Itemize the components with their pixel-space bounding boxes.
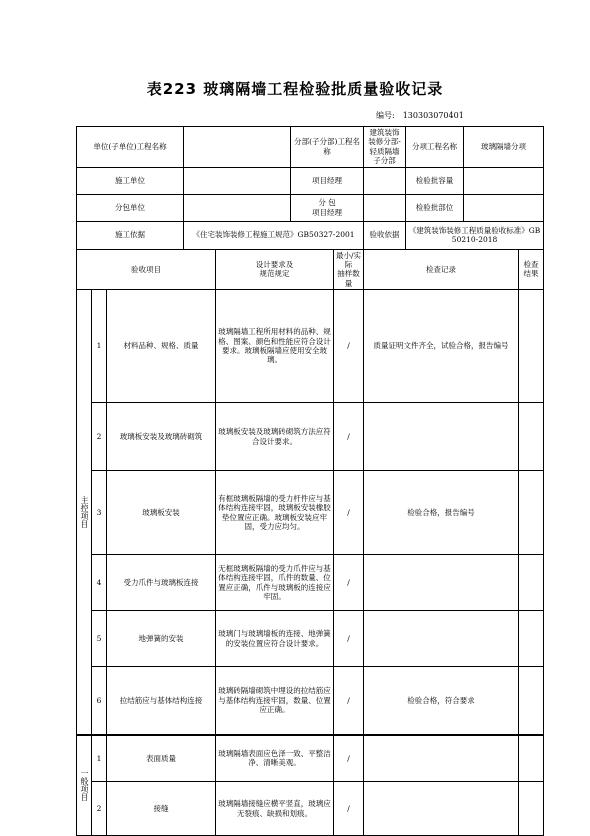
item-sample[interactable]: / [334, 735, 364, 782]
general-items-label: 一般项目 [77, 735, 92, 836]
sub-pm-value[interactable] [364, 194, 406, 221]
contractor-value[interactable] [184, 167, 291, 194]
item-spec: 无框玻璃板隔墙的受力爪件应与基体结构连接牢固，爪件的数量、位置应正确，爪件与玻璃板的连接应牢固。 [216, 555, 334, 611]
item-no: 6 [92, 667, 107, 735]
item-record[interactable] [364, 611, 519, 667]
batch-capacity-value[interactable] [464, 167, 544, 194]
item-name: 拉结筋应与基体结构连接 [107, 667, 216, 735]
item-record[interactable]: 检验合格，报告编号 [364, 471, 519, 555]
col-sample: 最小/实际 抽样数量 [334, 249, 364, 290]
inspection-table [76, 126, 544, 836]
item-spec: 玻璃板安装及玻璃砖砌筑方法应符合设计要求。 [216, 403, 334, 471]
item-name: 受力爪件与玻璃板连接 [107, 555, 216, 611]
item-spec: 玻璃隔墙接缝应横平竖直，玻璃应无裂痕、缺损和划痕。 [216, 782, 334, 836]
item-no: 2 [92, 403, 107, 471]
pm-value[interactable] [364, 167, 406, 194]
item-sample[interactable]: / [334, 782, 364, 836]
item-no: 4 [92, 555, 107, 611]
unit-value[interactable] [184, 127, 291, 168]
sub-pm-label: 分 包 项目经理 [291, 194, 364, 221]
batch-part-label: 检验批部位 [406, 194, 464, 221]
item-result[interactable] [519, 403, 544, 471]
item-result[interactable] [519, 555, 544, 611]
item-no: 3 [92, 471, 107, 555]
acceptance-label: 验收依据 [364, 221, 406, 249]
pm-label: 项目经理 [291, 167, 364, 194]
acceptance-value[interactable]: 《建筑装饰装修工程质量验收标准》GB 50210-2018 [406, 221, 544, 249]
division-label: 分部(子分部)工程名称 [291, 127, 364, 168]
item-result[interactable] [519, 471, 544, 555]
item-result[interactable] [519, 611, 544, 667]
item-result[interactable] [519, 290, 544, 403]
item-spec: 玻璃隔墙工程所用材料的品种、规格、图案、颜色和性能应符合设计要求。玻璃板隔墙应使用安全玻璃。 [216, 290, 334, 403]
unit-label: 单位(子单位)工程名称 [77, 127, 184, 168]
item-sample[interactable]: / [334, 403, 364, 471]
item-spec: 玻璃隔墙表面应色泽一致、平整洁净、清晰美观。 [216, 735, 334, 782]
item-spec: 玻璃门与玻璃墙板的连接、地弹簧的安装位置应符合设计要求。 [216, 611, 334, 667]
batch-capacity-label: 检验批容量 [406, 167, 464, 194]
item-record[interactable] [364, 782, 519, 836]
item-sample[interactable]: / [334, 555, 364, 611]
item-no: 1 [92, 290, 107, 403]
page-title: 表223 玻璃隔墙工程检验批质量验收记录 [146, 80, 444, 98]
item-no: 2 [92, 782, 107, 836]
item-no: 5 [92, 611, 107, 667]
subitem-label: 分项工程名称 [406, 127, 464, 168]
item-sample[interactable]: / [334, 667, 364, 735]
code-label: 编号: [376, 111, 395, 120]
item-result[interactable] [519, 735, 544, 782]
basis-value[interactable]: 《住宅装饰装修工程施工规范》GB50327-2001 [184, 221, 364, 249]
item-name: 玻璃板安装及玻璃砖砌筑 [107, 403, 216, 471]
item-result[interactable] [519, 782, 544, 836]
item-name: 材料品种、规格、质量 [107, 290, 216, 403]
item-name: 表面质量 [107, 735, 216, 782]
subcontractor-value[interactable] [184, 194, 291, 221]
item-record[interactable] [364, 735, 519, 782]
item-record[interactable] [364, 555, 519, 611]
col-design: 设计要求及 规范规定 [216, 249, 334, 290]
item-name: 玻璃板安装 [107, 471, 216, 555]
item-spec: 玻璃砖隔墙砌筑中埋设的拉结筋应与基体结构连接牢固，数量、位置应正确。 [216, 667, 334, 735]
item-sample[interactable]: / [334, 611, 364, 667]
col-record: 检查记录 [364, 249, 519, 290]
item-name: 地弹簧的安装 [107, 611, 216, 667]
main-items-label: 主控项目 [77, 290, 92, 735]
subitem-value[interactable]: 玻璃隔墙分项 [464, 127, 544, 168]
subcontractor-label: 分包单位 [77, 194, 184, 221]
item-no: 1 [92, 735, 107, 782]
item-record[interactable]: 质量证明文件齐全，试验合格，报告编号 [364, 290, 519, 403]
item-spec: 有框玻璃板隔墙的受力杆件应与基体结构连接牢固，玻璃板安装橡胶垫位置应正确。玻璃板安装应牢固，受力应均匀。 [216, 471, 334, 555]
division-value[interactable]: 建筑装饰装修分部-轻质隔墙子分部 [364, 127, 406, 168]
item-result[interactable] [519, 667, 544, 735]
item-record[interactable]: 检验合格，符合要求 [364, 667, 519, 735]
col-result: 检查 结果 [519, 249, 544, 290]
contractor-label: 施工单位 [77, 167, 184, 194]
basis-label: 施工依据 [77, 221, 184, 249]
item-sample[interactable]: / [334, 290, 364, 403]
item-name: 接缝 [107, 782, 216, 836]
code-value: 130303070401 [402, 111, 464, 120]
record-code [368, 110, 464, 121]
col-item: 验收项目 [77, 249, 216, 290]
batch-part-value[interactable] [464, 194, 544, 221]
item-sample[interactable]: / [334, 471, 364, 555]
item-record[interactable] [364, 403, 519, 471]
